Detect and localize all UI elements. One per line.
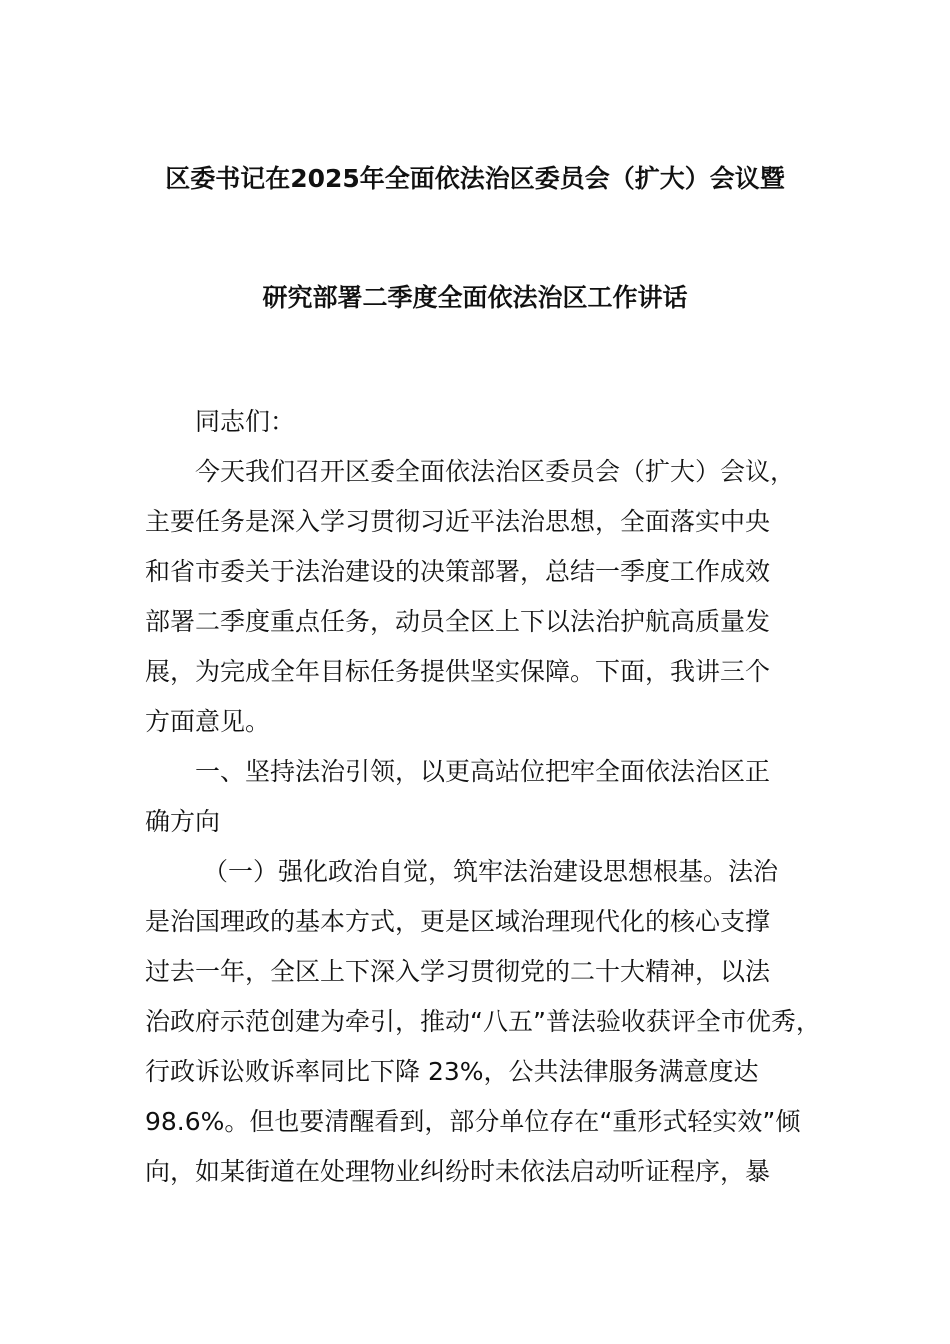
- document-title-line-2: 研究部署二季度全面依法治区工作讲话: [262, 283, 688, 312]
- paragraph-line: 治政府示范创建为牵引，推动“八五”普法验收获评全市优秀，: [145, 1007, 821, 1036]
- paragraph-line: 今天我们召开区委全面依法治区委员会（扩大）会议，: [195, 457, 796, 486]
- salutation: 同志们：: [195, 407, 296, 436]
- paragraph-line: 过去一年，全区上下深入学习贯彻党的二十大精神，以法: [145, 957, 771, 986]
- paragraph-line: 方面意见。: [145, 707, 271, 736]
- paragraph-line: 向，如某街道在处理物业纠纷时未依法启动听证程序，暴: [145, 1157, 771, 1186]
- paragraph-line: 和省市委关于法治建设的决策部署，总结一季度工作成效: [145, 557, 771, 586]
- paragraph-line: 是治国理政的基本方式，更是区域治理现代化的核心支撑: [145, 907, 771, 936]
- document-body: [145, 403, 825, 1203]
- document-title-line-1: 区委书记在2025年全面依法治区委员会（扩大）会议暨: [165, 164, 785, 193]
- paragraph-line: 行政诉讼败诉率同比下降 23%，公共法律服务满意度达: [145, 1057, 759, 1086]
- paragraph-line: 主要任务是深入学习贯彻习近平法治思想，全面落实中央: [145, 507, 771, 536]
- section-heading-line: 确方向: [145, 807, 221, 836]
- paragraph-line: 部署二季度重点任务，动员全区上下以法治护航高质量发: [145, 607, 771, 636]
- paragraph-line: （一）强化政治自觉，筑牢法治建设思想根基。法治: [203, 857, 779, 886]
- paragraph-line: 98.6%。但也要清醒看到，部分单位存在“重形式轻实效”倾: [145, 1107, 801, 1136]
- section-heading-line: 一、坚持法治引领，以更高站位把牢全面依法治区正: [195, 757, 771, 786]
- paragraph-line: 展，为完成全年目标任务提供坚实保障。下面，我讲三个: [145, 657, 771, 686]
